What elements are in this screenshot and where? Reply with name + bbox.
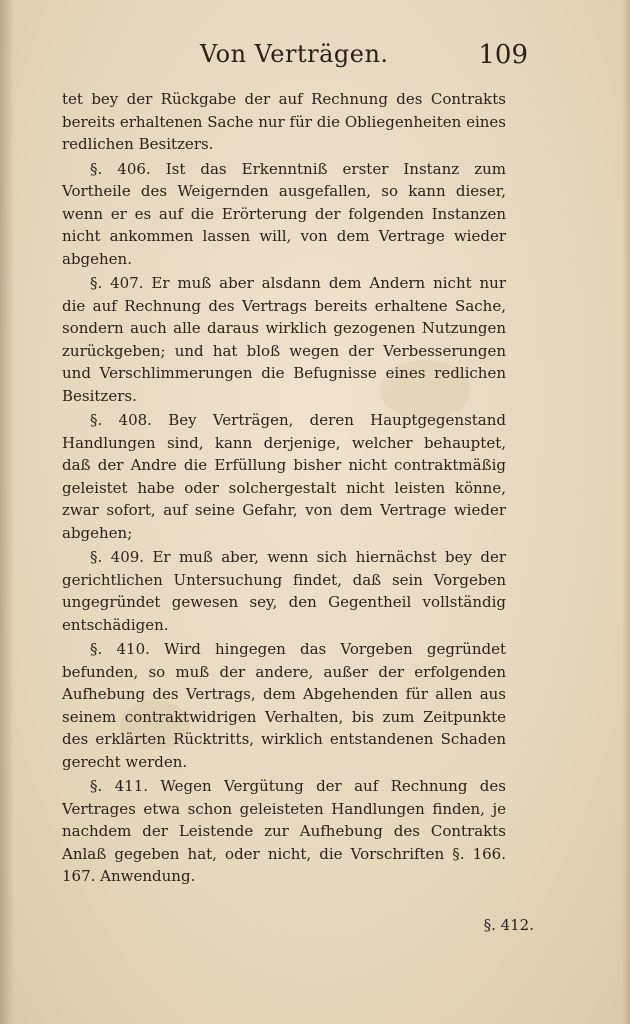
running-head: Von Verträgen. — [200, 40, 389, 68]
catchword: §. 412. — [483, 916, 534, 934]
paragraph-410: §. 410. Wird hingegen das Vorgeben gegründet befunden, so muß der andere, außer der erfolgenden Aufhebung des Vertrags, dem Abgehenden für allen aus seinem contraktwidrigen Verhalten, bis zum Zeitpunkte des erklärten Rücktritts, wirklich entstandenen Schaden gerecht werden. — [62, 640, 506, 771]
page-edge-shadow — [622, 0, 630, 1024]
paragraph-408: §. 408. Bey Verträgen, deren Hauptgegenstand Handlungen sind, kann derjenige, welcher behauptet, daß der Andre die Erfüllung bisher nicht contraktmäßig geleistet habe oder solchergestalt nicht leisten könne, zwar sofort, auf seine Gefahr, von dem Vertrage wieder abgehen; — [62, 411, 506, 542]
paragraph-406: §. 406. Ist das Erkenntniß erster Instanz zum Vortheile des Weigernden ausgefallen, so kann dieser, wenn er es auf die Erörterung der folgenden Instanzen nicht ankommen lassen will, von dem Vertrage wieder abgehen. — [62, 159, 506, 268]
paragraph-409: §. 409. Er muß aber, wenn sich hiernächst bey der gerichtlichen Untersuchung findet, daß sein Vorgeben ungegründet gewesen sey, den Gegentheil vollständig entschädigen. — [62, 548, 506, 634]
page-number: 109 — [478, 40, 528, 70]
paragraph-407: §. 407. Er muß aber alsdann dem Andern nicht nur die auf Rechnung des Vertrags bereits erhaltene Sache, sondern auch alle daraus wirklich gezogenen Nutzungen zurückgeben; und hat bloß wegen der Verbesserungen und Verschlimmerungen die Befugnisse eines redlichen Besitzers. — [62, 274, 506, 405]
spine-shadow — [0, 0, 14, 1024]
page-header — [60, 40, 528, 80]
page-body — [62, 88, 506, 890]
paragraph-411: §. 411. Wegen Vergütung der auf Rechnung des Vertrages etwa schon geleisteten Handlungen finden, je nachdem der Leistende zur Aufhebung des Contrakts Anlaß gegeben hat, oder nicht, die Vorschriften §. 166. 167. Anwendung. — [62, 777, 506, 885]
paragraph-continuation: tet bey der Rückgabe der auf Rechnung des Contrakts bereits erhaltenen Sache nur für die Obliegenheiten eines redlichen Besitzers. — [62, 90, 506, 153]
